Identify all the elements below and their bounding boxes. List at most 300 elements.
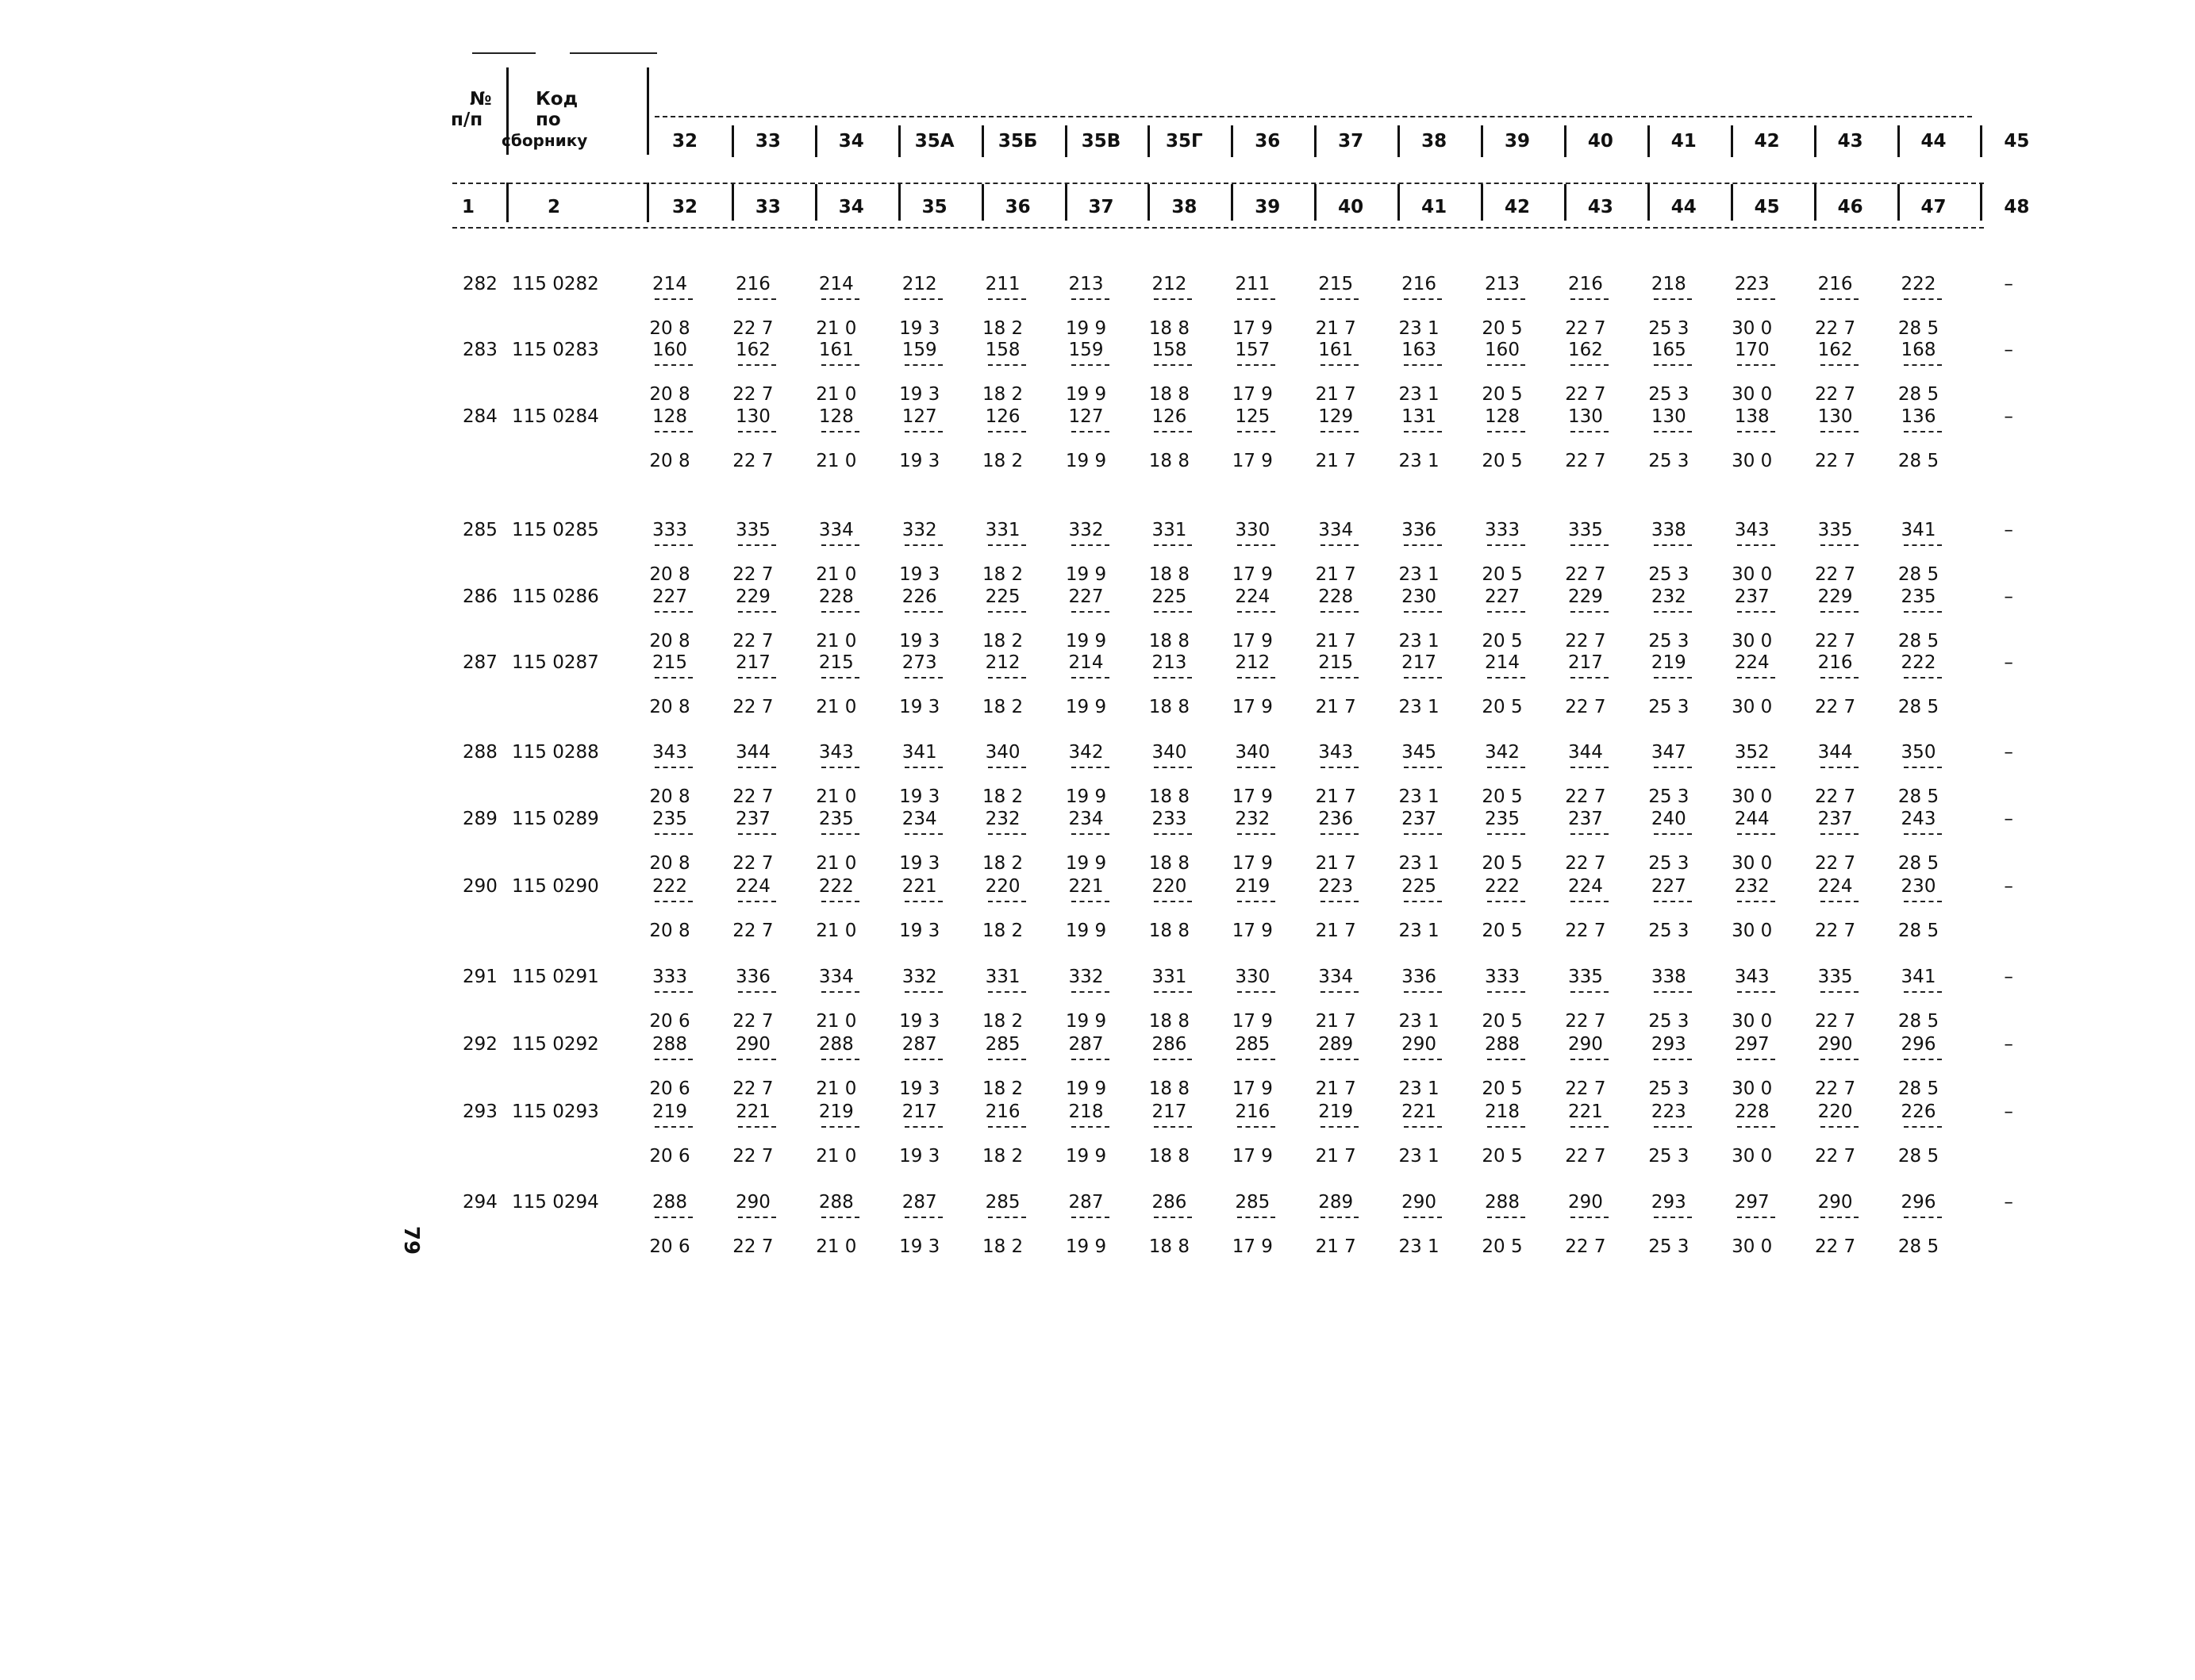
cell-divisor: 19 9: [1065, 1236, 1107, 1257]
cell-fraction-bar: [1737, 767, 1775, 768]
cell-value: 226: [1901, 1101, 1936, 1122]
cell-divisor: 22 7: [1814, 384, 1856, 405]
cell-value: 165: [1651, 340, 1686, 360]
cell-value: 216: [735, 274, 771, 294]
header-divider: [1731, 125, 1733, 157]
cell-fraction-bar: [1820, 1059, 1859, 1060]
page-number: 79: [399, 1225, 424, 1255]
cell-value: 230: [1901, 876, 1936, 897]
cell-fraction-bar: [1071, 611, 1109, 613]
cell-value: 331: [1151, 520, 1187, 540]
cell-value: 136: [1901, 406, 1936, 427]
cell-value: 227: [652, 586, 687, 607]
cell-fraction-bar: [1737, 544, 1775, 546]
cell-fraction-bar: [821, 431, 859, 432]
cell-divisor: 22 7: [1814, 853, 1856, 874]
header-column-number: 46: [1837, 197, 1863, 217]
cell-fraction-bar: [1570, 833, 1609, 835]
cell-divisor: 20 6: [649, 1146, 690, 1167]
cell-divisor: 22 7: [1814, 1078, 1856, 1099]
cell-fraction-bar: [905, 1059, 943, 1060]
cell-value: 216: [1567, 274, 1603, 294]
cell-divisor: 30 0: [1732, 451, 1773, 471]
cell-divisor: 30 0: [1732, 318, 1773, 339]
cell-fraction-bar: [1071, 364, 1109, 366]
cell-value: 338: [1651, 520, 1686, 540]
cell-value: 162: [1567, 340, 1603, 360]
cell-value: 343: [818, 742, 854, 763]
cell-value: 330: [1235, 520, 1270, 540]
cell-dash: –: [2004, 274, 2013, 294]
row-code: 115 0288: [512, 742, 599, 763]
cell-divisor: 23 1: [1398, 1146, 1440, 1167]
cell-fraction-bar: [1320, 611, 1359, 613]
row-number: 283: [463, 340, 498, 360]
header-column-number: 38: [1171, 197, 1197, 217]
cell-divisor: 18 8: [1148, 318, 1190, 339]
cell-value: 215: [652, 652, 687, 673]
cell-value: 227: [1068, 586, 1104, 607]
row-code: 115 0286: [512, 586, 599, 607]
cell-fraction-bar: [1154, 901, 1192, 902]
row-code: 115 0283: [512, 340, 599, 360]
cell-value: 220: [985, 876, 1021, 897]
cell-value: 352: [1734, 742, 1770, 763]
cell-fraction-bar: [1654, 833, 1692, 835]
cell-dash: –: [2004, 406, 2013, 427]
header-divider: [506, 183, 509, 222]
cell-divisor: 17 9: [1232, 786, 1273, 807]
cell-value: 219: [1235, 876, 1270, 897]
cell-value: 334: [818, 967, 854, 987]
cell-divisor: 22 7: [1814, 697, 1856, 717]
cell-fraction-bar: [1071, 901, 1109, 902]
cell-fraction-bar: [1820, 833, 1859, 835]
header-num-label: п/п: [451, 110, 483, 130]
header-column-name: 35Б: [998, 131, 1038, 152]
cell-divisor: 25 3: [1648, 451, 1689, 471]
cell-value: 331: [985, 967, 1021, 987]
cell-fraction-bar: [1404, 1217, 1442, 1218]
cell-divisor: 20 8: [649, 631, 690, 652]
cell-fraction-bar: [1570, 767, 1609, 768]
cell-fraction-bar: [1570, 991, 1609, 993]
cell-fraction-bar: [1820, 901, 1859, 902]
row-code: 115 0289: [512, 809, 599, 829]
header-column-number: 40: [1338, 197, 1364, 217]
cell-divisor: 18 2: [982, 451, 1024, 471]
cell-divisor: 25 3: [1648, 564, 1689, 585]
cell-fraction-bar: [1487, 991, 1525, 993]
cell-value: 287: [901, 1034, 937, 1055]
cell-divisor: 17 9: [1232, 1146, 1273, 1167]
cell-value: 336: [1401, 967, 1437, 987]
cell-value: 162: [1817, 340, 1853, 360]
cell-divisor: 20 8: [649, 786, 690, 807]
cell-divisor: 22 7: [732, 451, 774, 471]
cell-divisor: 19 9: [1065, 697, 1107, 717]
cell-value: 341: [1901, 967, 1936, 987]
cell-divisor: 20 6: [649, 1078, 690, 1099]
cell-value: 160: [1485, 340, 1520, 360]
cell-divisor: 20 5: [1482, 786, 1523, 807]
cell-divisor: 20 8: [649, 697, 690, 717]
cell-fraction-bar: [1237, 298, 1275, 300]
cell-fraction-bar: [988, 991, 1026, 993]
cell-fraction-bar: [1654, 767, 1692, 768]
cell-value: 333: [652, 967, 687, 987]
cell-value: 211: [1235, 274, 1270, 294]
cell-value: 332: [901, 967, 937, 987]
cell-value: 335: [1567, 967, 1603, 987]
cell-dash: –: [2004, 809, 2013, 829]
cell-fraction-bar: [1904, 1217, 1942, 1218]
cell-fraction-bar: [1820, 544, 1859, 546]
cell-divisor: 22 7: [1565, 853, 1606, 874]
cell-value: 215: [818, 652, 854, 673]
cell-value: 232: [1651, 586, 1686, 607]
row-code: 115 0282: [512, 274, 599, 294]
cell-value: 216: [1817, 274, 1853, 294]
cell-dash: –: [2004, 1101, 2013, 1122]
cell-value: 344: [1567, 742, 1603, 763]
cell-fraction-bar: [655, 833, 693, 835]
header-divider: [815, 125, 817, 157]
cell-value: 335: [1817, 967, 1853, 987]
cell-value: 228: [1318, 586, 1354, 607]
cell-fraction-bar: [655, 1126, 693, 1128]
header-column-number: 39: [1255, 197, 1281, 217]
cell-divisor: 20 8: [649, 384, 690, 405]
cell-value: 296: [1901, 1192, 1936, 1213]
header-top-rule: [570, 52, 657, 54]
cell-divisor: 19 3: [899, 384, 940, 405]
cell-divisor: 23 1: [1398, 921, 1440, 941]
cell-divisor: 20 8: [649, 853, 690, 874]
cell-fraction-bar: [1820, 431, 1859, 432]
cell-divisor: 20 5: [1482, 1146, 1523, 1167]
cell-fraction-bar: [738, 1126, 776, 1128]
cell-fraction-bar: [1071, 1217, 1109, 1218]
cell-fraction-bar: [1154, 298, 1192, 300]
cell-fraction-bar: [905, 677, 943, 679]
cell-fraction-bar: [1570, 1126, 1609, 1128]
cell-value: 228: [818, 586, 854, 607]
cell-value: 212: [1151, 274, 1187, 294]
cell-value: 215: [1318, 652, 1354, 673]
cell-value: 161: [1318, 340, 1354, 360]
cell-divisor: 20 8: [649, 564, 690, 585]
cell-value: 222: [1901, 274, 1936, 294]
cell-value: 334: [1318, 967, 1354, 987]
cell-divisor: 25 3: [1648, 697, 1689, 717]
header-divider: [647, 67, 649, 155]
cell-fraction-bar: [1237, 677, 1275, 679]
cell-divisor: 22 7: [1814, 921, 1856, 941]
cell-value: 159: [901, 340, 937, 360]
header-column-number: 32: [671, 197, 698, 217]
cell-fraction-bar: [1904, 364, 1942, 366]
cell-fraction-bar: [1237, 991, 1275, 993]
cell-value: 237: [1401, 809, 1437, 829]
cell-value: 336: [1401, 520, 1437, 540]
cell-value: 212: [901, 274, 937, 294]
cell-fraction-bar: [1487, 767, 1525, 768]
cell-divisor: 21 7: [1315, 564, 1356, 585]
cell-value: 335: [735, 520, 771, 540]
cell-divisor: 22 7: [1814, 1146, 1856, 1167]
cell-divisor: 21 7: [1315, 318, 1356, 339]
cell-value: 127: [901, 406, 937, 427]
cell-fraction-bar: [1654, 991, 1692, 993]
cell-value: 288: [818, 1034, 854, 1055]
cell-fraction-bar: [1654, 901, 1692, 902]
cell-divisor: 21 0: [816, 631, 857, 652]
cell-divisor: 18 8: [1148, 564, 1190, 585]
cell-divisor: 28 5: [1897, 786, 1939, 807]
cell-divisor: 22 7: [1814, 1236, 1856, 1257]
cell-dash: –: [2004, 742, 2013, 763]
cell-divisor: 18 2: [982, 853, 1024, 874]
cell-divisor: 22 7: [1814, 451, 1856, 471]
cell-divisor: 22 7: [732, 786, 774, 807]
cell-fraction-bar: [1570, 1217, 1609, 1218]
cell-divisor: 30 0: [1732, 1011, 1773, 1032]
cell-value: 159: [1068, 340, 1104, 360]
header-column-name: 40: [1587, 131, 1613, 152]
cell-divisor: 21 0: [816, 1011, 857, 1032]
cell-value: 343: [1734, 520, 1770, 540]
cell-fraction-bar: [1154, 544, 1192, 546]
header-rule: [452, 227, 1984, 229]
cell-fraction-bar: [1404, 611, 1442, 613]
cell-value: 163: [1401, 340, 1437, 360]
header-column-name: 32: [671, 131, 698, 152]
cell-divisor: 22 7: [732, 853, 774, 874]
cell-fraction-bar: [821, 298, 859, 300]
cell-fraction-bar: [905, 544, 943, 546]
cell-fraction-bar: [655, 991, 693, 993]
cell-divisor: 17 9: [1232, 631, 1273, 652]
cell-divisor: 22 7: [1814, 786, 1856, 807]
cell-fraction-bar: [1237, 833, 1275, 835]
cell-value: 288: [652, 1192, 687, 1213]
cell-divisor: 19 9: [1065, 1146, 1107, 1167]
cell-value: 331: [985, 520, 1021, 540]
cell-value: 334: [818, 520, 854, 540]
cell-value: 217: [901, 1101, 937, 1122]
cell-fraction-bar: [1320, 1059, 1359, 1060]
cell-fraction-bar: [1154, 1126, 1192, 1128]
cell-fraction-bar: [1320, 1217, 1359, 1218]
cell-fraction-bar: [1570, 544, 1609, 546]
cell-fraction-bar: [821, 364, 859, 366]
cell-value: 288: [818, 1192, 854, 1213]
cell-value: 335: [1817, 520, 1853, 540]
cell-fraction-bar: [905, 901, 943, 902]
cell-value: 224: [1235, 586, 1270, 607]
header-column-name: 41: [1670, 131, 1697, 152]
cell-fraction-bar: [655, 431, 693, 432]
cell-fraction-bar: [1820, 298, 1859, 300]
cell-divisor: 20 8: [649, 451, 690, 471]
cell-value: 222: [818, 876, 854, 897]
cell-fraction-bar: [655, 611, 693, 613]
cell-divisor: 22 7: [1565, 451, 1606, 471]
cell-divisor: 22 7: [1814, 1011, 1856, 1032]
cell-fraction-bar: [1737, 431, 1775, 432]
cell-fraction-bar: [1654, 1217, 1692, 1218]
cell-divisor: 21 7: [1315, 1011, 1356, 1032]
cell-divisor: 28 5: [1897, 921, 1939, 941]
cell-fraction-bar: [1904, 611, 1942, 613]
cell-value: 213: [1068, 274, 1104, 294]
cell-fraction-bar: [1904, 544, 1942, 546]
cell-value: 287: [1068, 1034, 1104, 1055]
cell-value: 335: [1567, 520, 1603, 540]
cell-value: 212: [1235, 652, 1270, 673]
header-column-name: 43: [1837, 131, 1863, 152]
cell-fraction-bar: [738, 833, 776, 835]
cell-divisor: 28 5: [1897, 1146, 1939, 1167]
cell-fraction-bar: [1570, 611, 1609, 613]
header-column-number: 2: [548, 197, 561, 217]
cell-fraction-bar: [1487, 611, 1525, 613]
cell-fraction-bar: [1570, 364, 1609, 366]
cell-fraction-bar: [1071, 1059, 1109, 1060]
cell-value: 217: [1151, 1101, 1187, 1122]
cell-divisor: 30 0: [1732, 853, 1773, 874]
header-num-label: №: [470, 89, 492, 110]
cell-divisor: 25 3: [1648, 1236, 1689, 1257]
cell-value: 289: [1318, 1192, 1354, 1213]
cell-divisor: 18 8: [1148, 853, 1190, 874]
cell-value: 332: [901, 520, 937, 540]
cell-fraction-bar: [1487, 1059, 1525, 1060]
cell-value: 125: [1235, 406, 1270, 427]
cell-value: 343: [652, 742, 687, 763]
cell-fraction-bar: [1904, 677, 1942, 679]
cell-divisor: 21 0: [816, 1078, 857, 1099]
cell-value: 160: [652, 340, 687, 360]
cell-value: 131: [1401, 406, 1437, 427]
cell-fraction-bar: [1237, 1217, 1275, 1218]
row-number: 291: [463, 967, 498, 987]
row-code: 115 0292: [512, 1034, 599, 1055]
cell-fraction-bar: [1404, 901, 1442, 902]
header-divider: [732, 125, 734, 157]
cell-dash: –: [2004, 586, 2013, 607]
cell-divisor: 22 7: [1565, 1146, 1606, 1167]
cell-divisor: 28 5: [1897, 1236, 1939, 1257]
cell-fraction-bar: [821, 1059, 859, 1060]
cell-fraction-bar: [1237, 364, 1275, 366]
cell-fraction-bar: [655, 767, 693, 768]
cell-divisor: 19 3: [899, 1236, 940, 1257]
cell-value: 237: [735, 809, 771, 829]
row-number: 293: [463, 1101, 498, 1122]
cell-value: 243: [1901, 809, 1936, 829]
cell-divisor: 22 7: [732, 564, 774, 585]
cell-fraction-bar: [655, 901, 693, 902]
cell-value: 211: [985, 274, 1021, 294]
cell-fraction-bar: [1904, 991, 1942, 993]
header-code-label: по: [536, 110, 561, 130]
cell-value: 290: [1401, 1034, 1437, 1055]
cell-fraction-bar: [1320, 767, 1359, 768]
cell-fraction-bar: [1404, 544, 1442, 546]
cell-fraction-bar: [655, 298, 693, 300]
cell-divisor: 18 2: [982, 1146, 1024, 1167]
cell-dash: –: [2004, 520, 2013, 540]
cell-divisor: 17 9: [1232, 451, 1273, 471]
cell-divisor: 20 5: [1482, 921, 1523, 941]
cell-value: 290: [1817, 1034, 1853, 1055]
row-number: 289: [463, 809, 498, 829]
cell-fraction-bar: [1737, 833, 1775, 835]
cell-fraction-bar: [1820, 611, 1859, 613]
cell-divisor: 18 8: [1148, 1146, 1190, 1167]
cell-fraction-bar: [1320, 833, 1359, 835]
cell-divisor: 25 3: [1648, 1011, 1689, 1032]
cell-divisor: 20 6: [649, 1011, 690, 1032]
cell-value: 225: [985, 586, 1021, 607]
cell-divisor: 21 7: [1315, 1236, 1356, 1257]
cell-fraction-bar: [1404, 677, 1442, 679]
cell-divisor: 18 8: [1148, 451, 1190, 471]
cell-value: 215: [1318, 274, 1354, 294]
row-number: 290: [463, 876, 498, 897]
cell-divisor: 22 7: [1565, 631, 1606, 652]
cell-divisor: 25 3: [1648, 1146, 1689, 1167]
cell-divisor: 19 9: [1065, 853, 1107, 874]
cell-divisor: 22 7: [1814, 631, 1856, 652]
cell-divisor: 30 0: [1732, 1146, 1773, 1167]
header-divider: [898, 125, 901, 157]
cell-divisor: 28 5: [1897, 1011, 1939, 1032]
header-divider: [506, 67, 509, 155]
cell-divisor: 25 3: [1648, 921, 1689, 941]
cell-fraction-bar: [1654, 364, 1692, 366]
cell-fraction-bar: [988, 677, 1026, 679]
cell-value: 285: [985, 1192, 1021, 1213]
cell-value: 225: [1401, 876, 1437, 897]
row-code: 115 0291: [512, 967, 599, 987]
header-divider: [1065, 125, 1067, 157]
cell-dash: –: [2004, 1034, 2013, 1055]
header-column-name: 39: [1504, 131, 1530, 152]
cell-divisor: 22 7: [1814, 564, 1856, 585]
cell-value: 214: [1485, 652, 1520, 673]
cell-divisor: 19 9: [1065, 786, 1107, 807]
cell-fraction-bar: [1820, 677, 1859, 679]
cell-divisor: 21 0: [816, 1146, 857, 1167]
cell-divisor: 22 7: [732, 631, 774, 652]
cell-divisor: 17 9: [1232, 318, 1273, 339]
cell-dash: –: [2004, 876, 2013, 897]
cell-divisor: 30 0: [1732, 1236, 1773, 1257]
cell-fraction-bar: [1487, 677, 1525, 679]
cell-value: 219: [1651, 652, 1686, 673]
header-column-name: 35А: [914, 131, 955, 152]
cell-divisor: 22 7: [1565, 786, 1606, 807]
cell-value: 224: [735, 876, 771, 897]
cell-divisor: 22 7: [732, 1011, 774, 1032]
cell-value: 234: [1068, 809, 1104, 829]
cell-divisor: 30 0: [1732, 564, 1773, 585]
cell-value: 217: [735, 652, 771, 673]
cell-value: 224: [1817, 876, 1853, 897]
